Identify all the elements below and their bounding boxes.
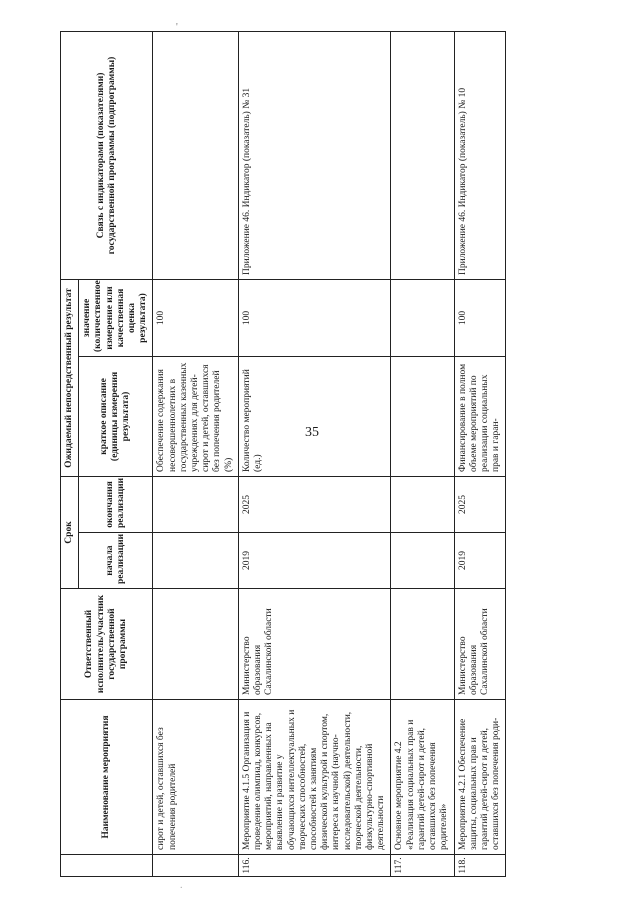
row-name: Мероприятие 4.1.5 Организация и проведение олимпиад, конкурсов, мероприятий, направленных на выявление и развитие у обучающихся интеллектуальных и творческих способностей, способностей к занятиям физической культурой и спортом, интереса к научной (научно-исследовательской) деятельности, творческой деятельности, физкультурно-спортивной деятельности — [238, 700, 391, 855]
table-row — [391, 32, 454, 877]
header-expected: Ожидаемый непосредственный результат — [61, 280, 79, 477]
page-number: 35 — [305, 425, 319, 440]
row-desc — [391, 357, 454, 477]
row-end: 2025 — [238, 477, 391, 533]
row-start — [391, 533, 454, 589]
table-row — [153, 32, 238, 877]
row-num: 116. — [238, 855, 391, 877]
header-num — [61, 855, 153, 877]
table-row — [238, 32, 391, 877]
header-end: окончания реализации — [79, 477, 153, 533]
table-row — [454, 32, 506, 877]
row-num: 118. — [454, 855, 506, 877]
row-name: Основное мероприятие 4.2 «Реализация социальных прав и гарантий детей-сирот и детей, оставшихся без попечения родителей» — [391, 700, 454, 855]
row-desc: Обеспечение содержания несовершеннолетних в государственных казенных учреждениях для детей-сирот и детей, оставшихся без попечения родителей (%) — [153, 357, 238, 477]
scan-mark: ' — [176, 22, 178, 33]
row-responsible — [153, 589, 238, 700]
row-link — [391, 32, 454, 280]
row-value: 100 — [454, 280, 506, 357]
row-responsible: Министерство образования Сахалинской области — [238, 589, 391, 700]
row-name: Мероприятие 4.2.1 Обеспечение защиты, социальных прав и гарантий детей-сирот и детей, оставшихся без попечения роди- — [454, 700, 506, 855]
row-num — [153, 855, 238, 877]
row-desc: Количество мероприятий (ед.) — [238, 357, 391, 477]
header-name: Наименование мероприятия — [61, 700, 153, 855]
row-name: сирот и детей, оставшихся без попечения родителей — [153, 700, 238, 855]
row-value: 100 — [238, 280, 391, 357]
header-link: Связь с индикаторами (показателями) государственной программы (подпрограммы) — [61, 32, 153, 280]
row-link: Приложение 46. Индикатор (показатель) № 10 — [454, 32, 506, 280]
header-period: Срок — [61, 477, 79, 589]
row-value — [391, 280, 454, 357]
row-start — [153, 533, 238, 589]
row-end: 2025 — [454, 477, 506, 533]
row-responsible — [391, 589, 454, 700]
row-value: 100 — [153, 280, 238, 357]
row-desc: Финансирование в полном объеме мероприятий по реализации социальных прав и гаран- — [454, 357, 506, 477]
row-num: 117. — [391, 855, 454, 877]
row-start: 2019 — [454, 533, 506, 589]
row-link — [153, 32, 238, 280]
row-end — [391, 477, 454, 533]
header-responsible: Ответственный исполнитель/участник государственной программы — [61, 589, 153, 700]
header-start: начала реализации — [79, 533, 153, 589]
header-value: значение (количественное измерение или качественная оценка результата) — [79, 280, 153, 357]
header-row — [61, 32, 79, 877]
header-desc: краткое описание (единицы измерения результата) — [79, 357, 153, 477]
measures-table — [60, 31, 506, 877]
row-responsible: Министерство образования Сахалинской области — [454, 589, 506, 700]
row-link: Приложение 46. Индикатор (показатель) № 31 — [238, 32, 391, 280]
scan-mark: . — [180, 880, 183, 891]
row-start: 2019 — [238, 533, 391, 589]
row-end — [153, 477, 238, 533]
